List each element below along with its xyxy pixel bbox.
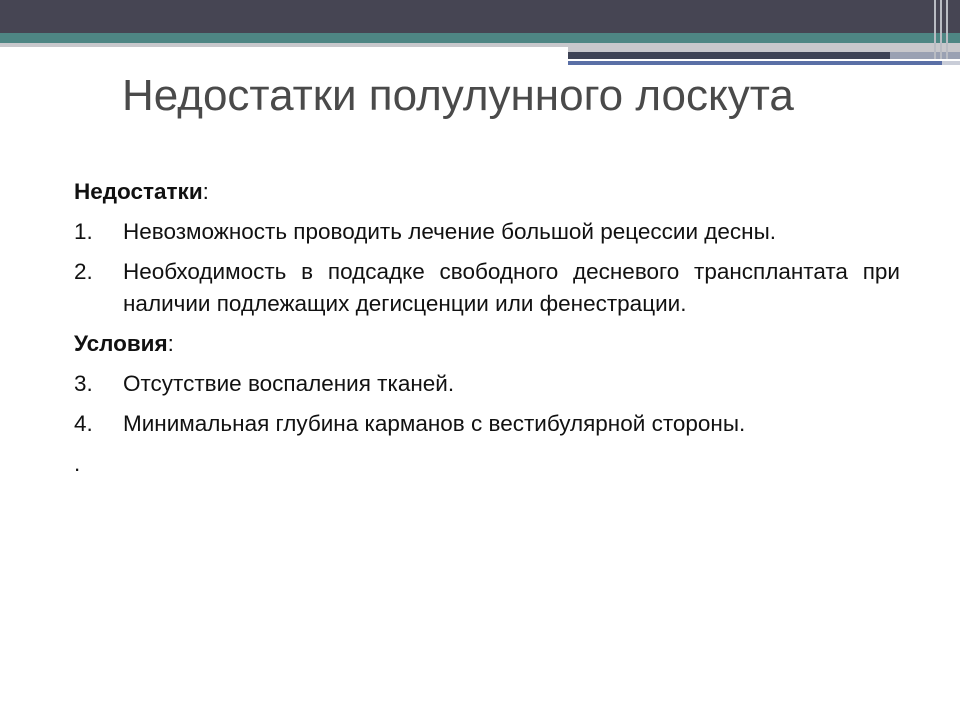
list-item	[74, 256, 900, 320]
list-item-number: 1.	[74, 219, 93, 244]
header-band-teal	[0, 33, 960, 43]
header-vline	[934, 0, 936, 59]
slide-title: Недостатки полулунного лоскута	[122, 71, 794, 120]
list-item-number: 3.	[74, 371, 93, 396]
list-item	[74, 216, 900, 248]
section-heading-colon: :	[202, 179, 209, 204]
list-item	[74, 408, 900, 440]
section-heading-label: Недостатки	[74, 179, 203, 204]
header-vline	[946, 0, 948, 59]
section-heading	[74, 176, 900, 208]
header-band-blue	[568, 61, 942, 65]
header-band-navy	[568, 52, 890, 59]
list-item-text: Отсутствие воспаления тканей.	[123, 371, 455, 396]
list-item-text: Необходимость в подсадке свободного десневого трансплантата при наличии подлежащих дегисценции или фенестрации.	[123, 259, 900, 316]
section-heading	[74, 328, 900, 360]
list-item-number: 4.	[74, 411, 93, 436]
list-item	[74, 368, 900, 400]
list-item-number: 2.	[74, 259, 93, 284]
header-band-dark	[0, 0, 960, 33]
section-heading-colon: :	[167, 331, 174, 356]
trailing-dot: .	[74, 451, 81, 476]
header-vline	[940, 0, 942, 59]
header-band-light	[942, 61, 960, 65]
list-item-text: Минимальная глубина карманов с вестибулярной стороны.	[123, 411, 746, 436]
header-band-steel	[890, 52, 960, 59]
slide-body	[74, 176, 900, 480]
list-item-text: Невозможность проводить лечение большой рецессии десны.	[123, 219, 777, 244]
section-heading-label: Условия	[74, 331, 168, 356]
